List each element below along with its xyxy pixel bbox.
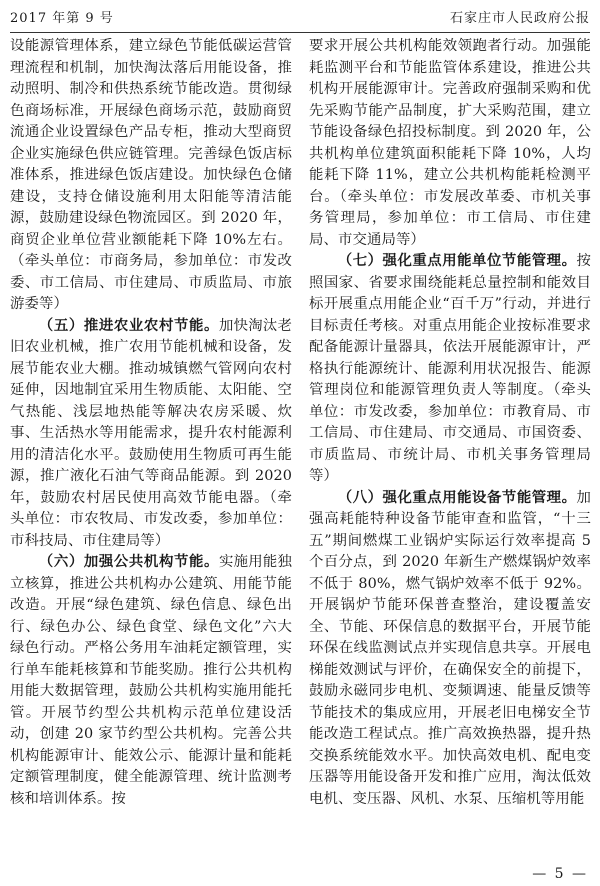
right-column bbox=[309, 36, 591, 810]
left-column bbox=[10, 36, 292, 810]
section-5 bbox=[10, 316, 292, 553]
section-8-body: 加强高耗能特种设备节能审查和监管，“十三五”期间燃煤工业锅炉实际运行效率提高 5 个百分点，到 2020 年新生产燃煤锅炉效率不低于 80%，燃气锅炉效率不低于 92%。开展锅炉节能环保普查整治，建设覆盖安全、节能、环保信息的数据平台，开展节能环保在线监测试点并实现信息共享。开展电梯能效测试与评价，在确保安全的前提下，鼓励永磁同步电机、变频调速、能量反馈等节能技术的集成应用，开展老旧电梯安全节能改造工程试点。推广高效换热器，提升热交换系统能效水平。加快高效电机、配电变压器等用能设备开发和推广应用，淘汰低效电机、变压器、风机、水泵、压缩机等用能 bbox=[309, 489, 591, 807]
section-8 bbox=[309, 488, 591, 811]
section-6 bbox=[10, 552, 292, 810]
paragraph-continuation: 设能源管理体系，建立绿色节能低碳运营管理流程和机制，加快淘汰落后用能设备，推动照明、制冷和供热系统节能改造。贯彻绿色商场标准，开展绿色商场示范，鼓励商贸流通企业设置绿色产品专柜，推动大型商贸企业实施绿色供应链管理。完善绿色饭店标准体系，推进绿色饭店建设。加快绿色仓储建设，支持仓储设施利用太阳能等清洁能源，鼓励建设绿色物流园区。到 2020 年，商贸企业单位营业额能耗下降 10%左右。（牵头单位：市商务局，参加单位：市发改委、市工信局、市住建局、市质监局、市旅游委等） bbox=[10, 38, 292, 312]
section-6-heading: （六）加强公共机构节能。 bbox=[38, 554, 220, 570]
section-6-body: 实施用能独立核算，推进公共机构办公建筑、用能节能改造。开展“绿色建筑、绿色信息、绿色出行、绿色办公、绿色食堂、绿色文化”六大绿色行动。严格公务用车油耗定额管理，实行单车能耗核算和节能奖励。推行公共机构用能大数据管理，鼓励公共机构实施用能托管。开展节约型公共机构示范单位建设活动，创建 20 家节约型公共机构。完善公共机构能源审计、能效公示、能源计量和能耗定额管理制度，健全能源管理、统计监测考核和培训体系。按 bbox=[10, 554, 292, 807]
page-header bbox=[10, 6, 590, 33]
page-number: — 5 — bbox=[532, 866, 588, 882]
section-7 bbox=[309, 251, 591, 488]
issue-label: 2017 年第 9 号 bbox=[10, 11, 114, 26]
paragraph-continuation-right: 要求开展公共机构能效领跑者行动。加强能耗监测平台和节能监管体系建设，推进公共机构开展能源审计。完善政府强制采购和优先采购节能产品制度，扩大采购范围，建立节能设备绿色招投标制度。到 2020 年，公共机构单位建筑面积能耗下降 10%，人均能耗下降 11%，建立公共机构能耗检测平台。（牵头单位：市发展改革委、市机关事务管理局，参加单位：市工信局、市住建局、市交通局等） bbox=[309, 38, 591, 248]
section-5-heading: （五）推进农业农村节能。 bbox=[38, 317, 220, 334]
section-7-body: 按照国家、省要求围绕能耗总量控制和能效目标开展重点用能企业“百千万”行动，并进行目标责任考核。对重点用能企业按标准要求配备能源计量器具，依法开展能源审计，严格执行能源统计、能源利用状况报告、能源管理岗位和能源管理负责人等制度。（牵头单位：市发改委，参加单位：市教育局、市工信局、市住建局、市交通局、市国资委、市质监局、市统计局、市机关事务管理局等） bbox=[309, 253, 591, 484]
journal-title: 石家庄市人民政府公报 bbox=[449, 11, 590, 26]
section-7-heading: （七）强化重点用能单位节能管理。 bbox=[337, 253, 577, 269]
section-5-body: 加快淘汰老旧农业机械，推广农用节能机械和设备，发展节能农业大棚。推动城镇燃气管网向农村延伸，因地制宜采用生物质能、太阳能、空气热能、浅层地热能等解决农房采暖、炊事、生活热水等用能需求，提升农村能源利用的清洁化水平。鼓励使用生物质可再生能源，推广液化石油气等商品能源。到 2020 年，鼓励农村居民使用高效节能电器。（牵头单位：市农牧局、市发改委，参加单位：市科技局、市住建局等） bbox=[10, 317, 292, 549]
section-8-heading: （八）强化重点用能设备节能管理。 bbox=[337, 489, 577, 506]
